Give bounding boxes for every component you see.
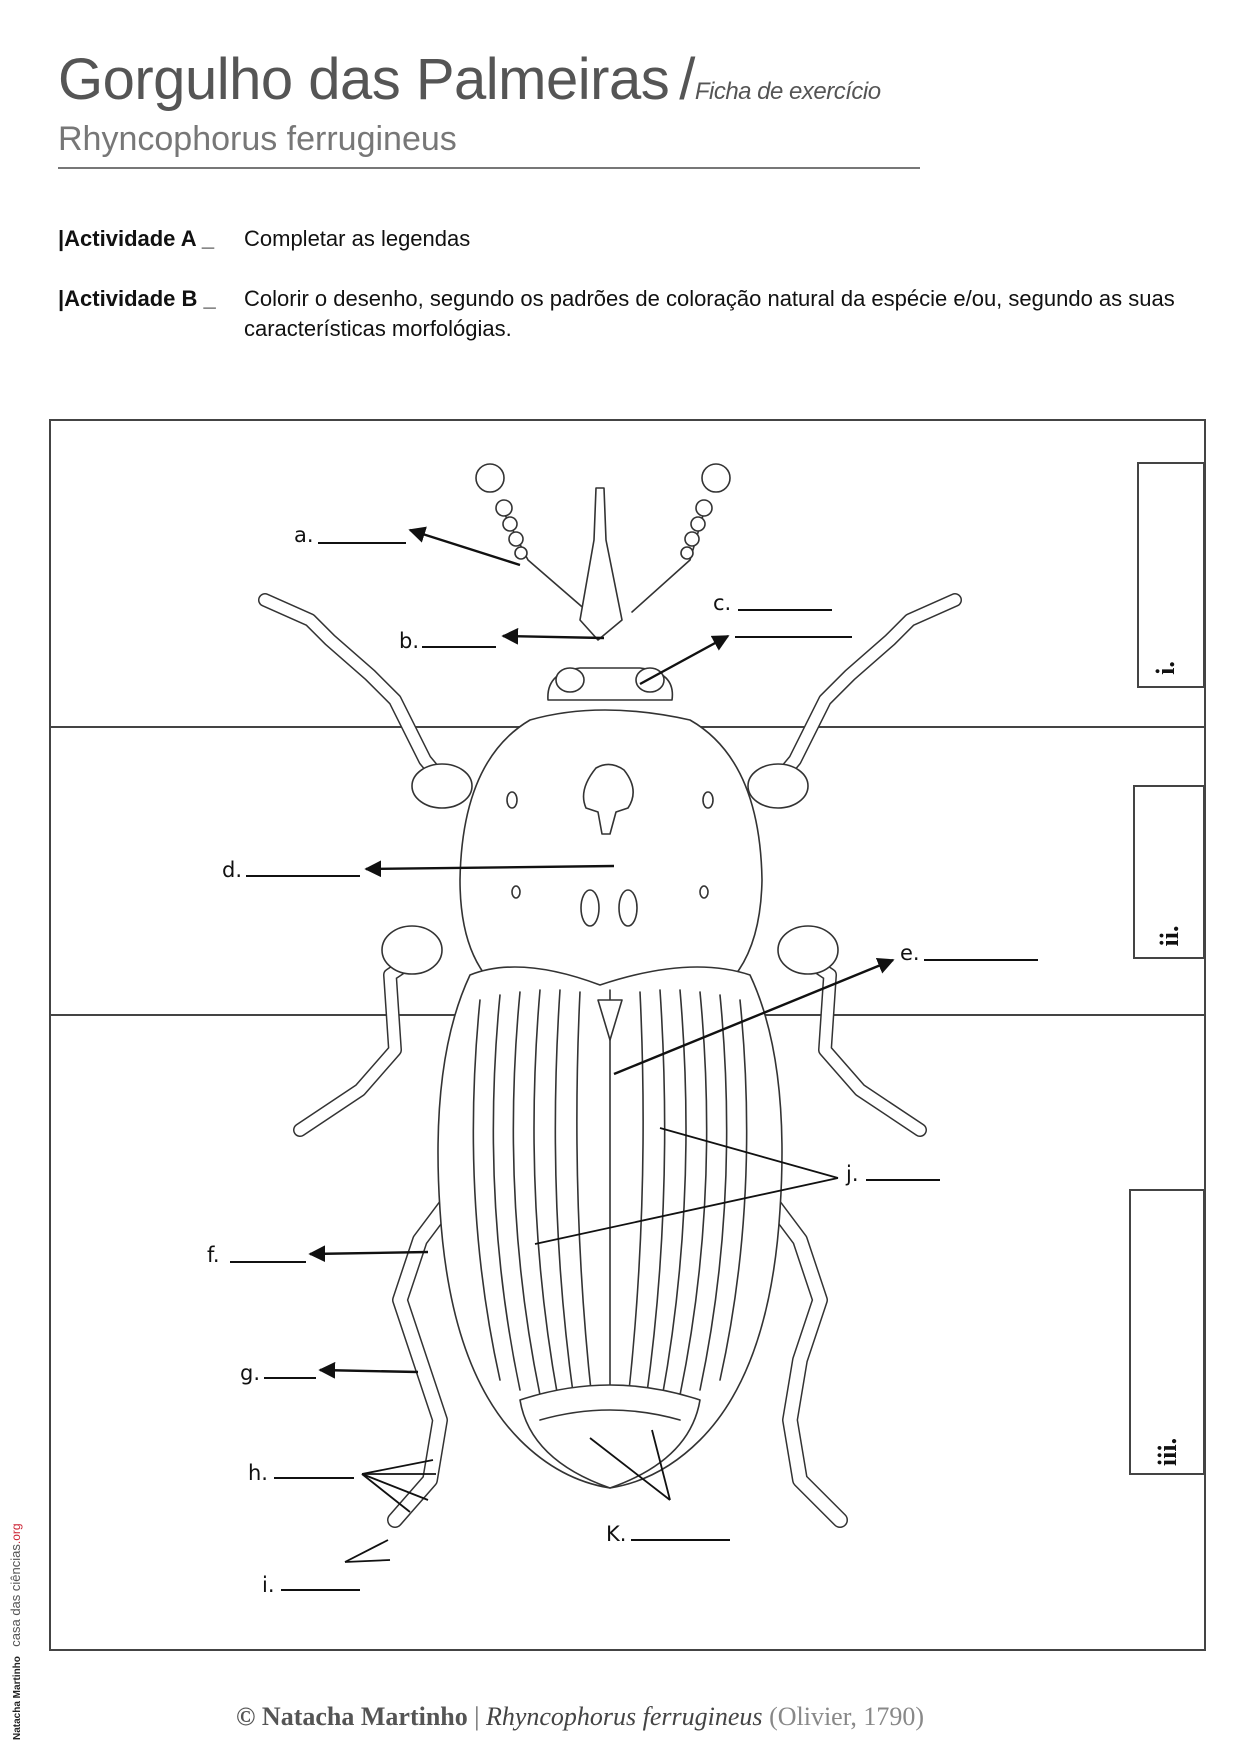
- title-main: Gorgulho das Palmeiras: [58, 47, 670, 112]
- activity-b-text: Colorir o desenho, segundo os padrões de coloração natural da espécie e/ou, segundo as suas características morfológias.: [244, 286, 1175, 341]
- species-name: Rhyncophorus ferrugineus: [58, 120, 457, 158]
- label-d: d.: [222, 858, 243, 882]
- footer-authority: (Olivier, 1790): [769, 1702, 924, 1731]
- footer-copyright: © Natacha Martinho: [236, 1702, 468, 1731]
- pointer-a: [410, 530, 520, 565]
- title-subtitle: Ficha de exercício: [694, 78, 881, 105]
- rostrum: [580, 488, 622, 640]
- side-logo: [8, 1523, 23, 1740]
- middle-femur-right: [778, 926, 838, 974]
- eye-right: [636, 668, 664, 692]
- front-femur-right: [748, 764, 808, 808]
- footer-species: Rhyncophorus ferrugineus: [485, 1702, 763, 1731]
- label-f: f.: [207, 1243, 220, 1267]
- label-k: K.: [606, 1522, 627, 1546]
- middle-femur-left: [382, 926, 442, 974]
- activity-a-label: |Actividade A _: [58, 226, 215, 251]
- eye-left: [556, 668, 584, 692]
- footer-separator: |: [474, 1702, 480, 1731]
- pronotum-spot-left: [581, 890, 599, 926]
- footer-credit: [236, 1702, 924, 1732]
- activity-a-text: Completar as legendas: [244, 226, 471, 251]
- title-slash: /: [679, 47, 695, 112]
- middle-leg-right: [800, 955, 920, 1130]
- section-box-i: [1138, 463, 1204, 687]
- antenna-club-right: [702, 464, 730, 492]
- section-box-iii: [1130, 1190, 1204, 1474]
- pronotum-spot-right: [619, 890, 637, 926]
- label-b: b.: [399, 629, 420, 653]
- pointer-b: [503, 636, 604, 638]
- section-label-ii: ii.: [1155, 925, 1184, 947]
- label-e: e.: [900, 941, 920, 965]
- section-label-iii: iii.: [1153, 1437, 1182, 1467]
- pointer-i-1: [345, 1540, 388, 1562]
- hind-leg-left: [395, 1200, 450, 1520]
- pointer-g: [320, 1370, 418, 1372]
- label-c: c.: [713, 591, 732, 615]
- hind-leg-right: [770, 1200, 840, 1520]
- front-femur-left: [412, 764, 472, 808]
- label-h: h.: [248, 1461, 268, 1485]
- label-g: g.: [240, 1361, 261, 1385]
- pointer-h-1: [362, 1460, 433, 1474]
- activity-b-label: |Actividade B _: [58, 286, 216, 311]
- pointer-h-4: [362, 1474, 410, 1512]
- label-i: i.: [262, 1573, 275, 1597]
- antenna-club-left: [476, 464, 504, 492]
- pointer-i-2: [345, 1560, 390, 1562]
- label-j: j.: [846, 1162, 859, 1186]
- side-logo-author: Natacha Martinho: [12, 1656, 23, 1740]
- section-label-i: i.: [1151, 661, 1180, 675]
- pygidium: [520, 1385, 700, 1488]
- side-logo-site: casa das ciências: [8, 1544, 23, 1647]
- middle-leg-left: [300, 955, 420, 1130]
- side-logo-tld: .org: [9, 1523, 23, 1545]
- label-a: a.: [294, 523, 314, 547]
- pointer-c: [640, 636, 728, 684]
